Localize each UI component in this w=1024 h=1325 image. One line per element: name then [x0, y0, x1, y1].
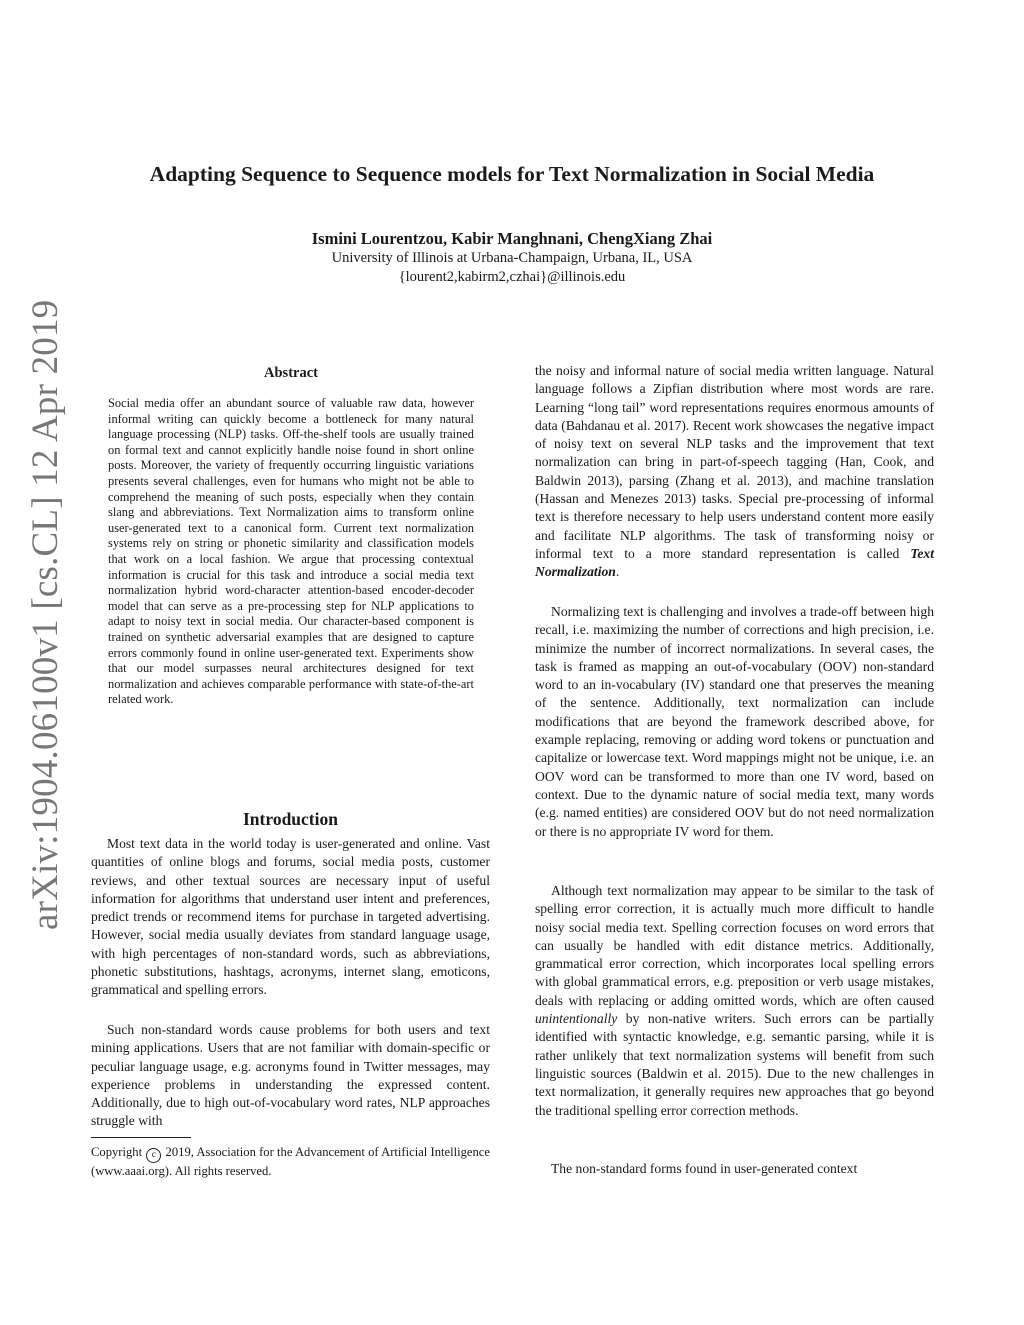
right-paragraph-2: Normalizing text is challenging and involves a trade-off between high recall, i.e. maximizing the number of corrections and high precision, i.e. minimize the number of incorrect normalizations. In several cases, the task is framed as mapping an out-of-vocabulary (OOV) non-standard word to an in-vocabulary (IV) standard one that preserves the meaning of the sentence. Additionally, text normalization can include modifications that are beyond the framework described above, for example replacing, removing or adding word tokens or punctuation and capitalize or lowercase text. Word mappings might not be unique, i.e. an OOV word can be transformed to more than one IV word, based on context. Due to the dynamic nature of social media text, many words (e.g. named entities) are considered OOV but do not need normalization or there is no appropriate IV word for them. [535, 604, 934, 839]
affiliation: University of Illinois at Urbana-Champaign, Urbana, IL, USA [331, 250, 693, 266]
introduction-paragraph-2: Such non-standard words cause problems for both users and text mining applications. Users that are not familiar with domain-specific or peculiar language usage, e.g. acronyms found in Twitter messages, may experience problems in understanding the expressed content. Additionally, due to high out-of-vocabulary word rates, NLP approaches struggle with [91, 1022, 490, 1129]
right-paragraph-1-text: the noisy and informal nature of social media written language. Natural language follows a Zipfian distribution where most words are rare. Learning “long tail” word representations requires enormous amounts of data (Bahdanau et al. 2017). Recent work showcases the negative impact of noisy text on several NLP tasks and the improvement that text normalization can bring in part-of-speech tagging (Han, Cook, and Baldwin 2013), parsing (Zhang et al. 2013), and machine translation (Hassan and Menezes 2013) tasks. Special pre-processing of informal text is therefore necessary to help users understand content more easily and facilitate NLP algorithms. The task of transforming noisy or informal text to a more standard representation is called [535, 363, 934, 561]
author-emails: {lourent2,kabirm2,czhai}@illinois.edu [398, 269, 626, 285]
introduction-heading: Introduction [243, 809, 338, 829]
copyright-icon: c [146, 1148, 161, 1163]
paper-title: Adapting Sequence to Sequence models for Text Normalization in Social Media [149, 162, 875, 186]
emphasis-unintentionally: unintentionally [535, 1011, 618, 1027]
copyright-label: Copyright [91, 1145, 143, 1159]
right-paragraph-3-text-a: Although text normalization may appear to be similar to the task of spelling error correction, it is actually much more difficult to handle noisy social media text. Spelling correction focuses on word errors that can usually be handled with edit distance metrics. Additionally, grammatical error correction, which incorporates local spelling errors with global grammatical errors, e.g. preposition or verb usage mistakes, deals with replacing or adding omitted words, which are often caused [535, 883, 934, 1008]
right-paragraph-3 [535, 882, 934, 1120]
arxiv-stamp: arXiv:1904.06100v1 [cs.CL] 12 Apr 2019 [25, 299, 66, 930]
author-list: Ismini Lourentzou, Kabir Manghnani, ChengXiang Zhai [311, 229, 713, 248]
abstract-heading: Abstract [264, 365, 318, 381]
copyright-text: 2019, Association for the Advancement of Artificial Intelligence (www.aaai.org). All rights reserved. [91, 1145, 490, 1178]
abstract-text: Social media offer an abundant source of valuable raw data, however informal writing can quickly become a bottleneck for many natural language processing (NLP) tasks. Off-the-shelf tools are usually trained on formal text and cannot explicitly handle noise found in short online posts. Moreover, the variety of frequently occurring linguistic variations presents several challenges, even for humans who might not be able to comprehend the meaning of such posts, especially when they contain slang and abbreviations. Text Normalization aims to transform online user-generated text to a canonical form. Current text normalization systems rely on string or phonetic similarity and classification models that work on a local fashion. We argue that processing contextual information is crucial for this task and introduce a social media text normalization hybrid word-character attention-based encoder-decoder model that can serve as a pre-processing step for NLP applications to adapt to noisy text in social media. Our character-based component is trained on synthetic adversarial examples that are designed to capture errors commonly found in online user-generated text. Experiments show that our model surpasses neural architectures designed for text normalization and achieves comparable performance with state-of-the-art related work. [108, 396, 474, 707]
right-paragraph-1 [535, 362, 934, 582]
right-paragraph-4: The non-standard forms found in user-generated context [551, 1161, 858, 1176]
footnote-rule [91, 1137, 191, 1138]
text-normalization-term: Text Normalization [535, 545, 934, 580]
copyright-notice [91, 1144, 490, 1180]
right-paragraph-1-end: . [615, 564, 620, 580]
right-paragraph-3-text-b: by non-native writers. Such errors can be partially identified with syntactic knowledge, e.g. semantic parsing, while it is rather unlikely that text normalization systems will benefit from such linguistic sources (Baldwin et al. 2015). Due to the new challenges in text normalization, it generally requires new approaches that go beyond the traditional spelling error correction methods. [535, 1011, 934, 1118]
introduction-paragraph-1: Most text data in the world today is user-generated and online. Vast quantities of online blogs and forums, social media posts, customer reviews, and other textual sources are necessary input of useful information for algorithms that understand user intent and preferences, predict trends or recommend items for purchase in targeted advertising. However, social media usually deviates from standard language usage, with high percentages of non-standard words, such as abbreviations, phonetic substitutions, hashtags, acronyms, internet slang, emoticons, grammatical and spelling errors. [91, 836, 490, 998]
